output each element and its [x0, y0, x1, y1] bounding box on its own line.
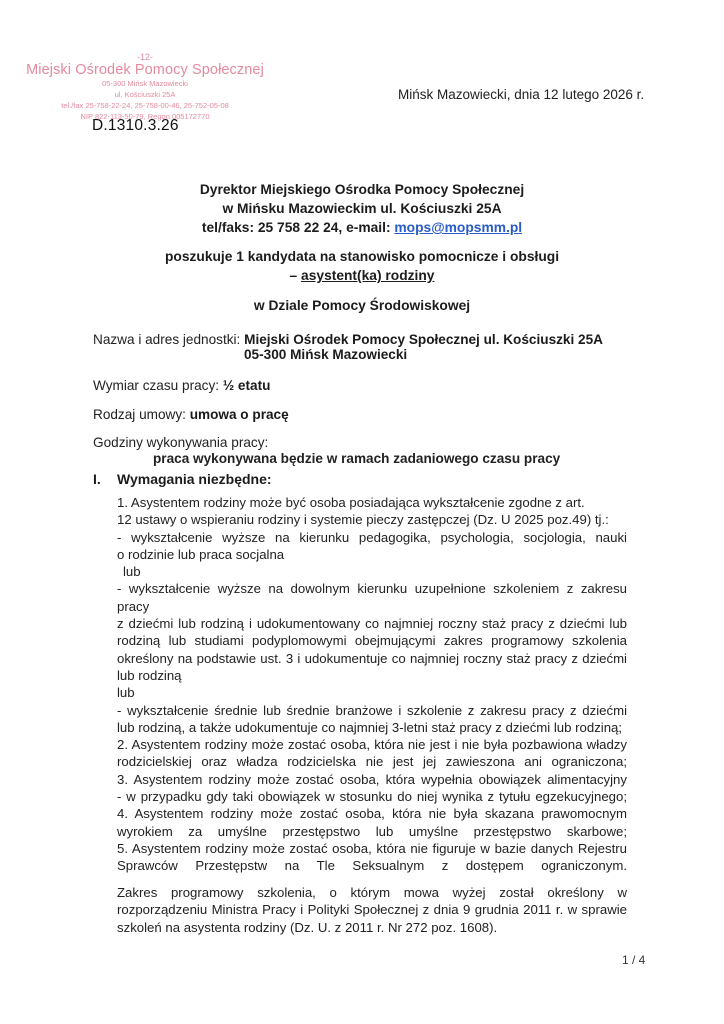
req-line: 4. Asystentem rodziny może zostać osoba, która nie była skazana prawomocnym [117, 806, 627, 822]
stamp-org-name: Miejski Ośrodek Pomocy Społecznej [26, 62, 264, 78]
req-line: - wykształcenie średnie lub średnie branżowe i szkolenie z zakresu pracy z dziećmi [117, 702, 627, 718]
req-line: 5. Asystentem rodziny może zostać osoba, która nie figuruje w bazie danych Rejestru [117, 840, 627, 856]
stamp-street: ul. Kościuszki 25A [114, 90, 176, 99]
position-title: asystent(ka) rodziny [301, 268, 435, 283]
department: w Dziale Pomocy Środowiskowej [253, 298, 471, 313]
job-announcement [0, 247, 724, 285]
issuer-line-1: Dyrektor Miejskiego Ośrodka Pomocy Społecznej [199, 182, 525, 197]
unit-label: Nazwa i adres jednostki: [93, 332, 245, 347]
stamp-ids: NIP 822-113-50-79, Regon 005172770 [80, 112, 210, 121]
stamp-postal: 05-300 Mińsk Mazowiecki [102, 79, 188, 88]
hours-row [93, 377, 270, 394]
req-line: wyrokiem za umyślne przestępstwo lub umyślne przestępstwo skarbowe; [117, 823, 627, 839]
issuer-line-2: w Mińsku Mazowieckim ul. Kościuszki 25A [222, 201, 502, 216]
issuer-contact [0, 218, 724, 237]
institution-stamp [20, 52, 270, 122]
section-title: Wymagania niezbędne: [117, 471, 272, 487]
contract-label: Rodzaj umowy: [93, 407, 190, 422]
req-line: lub rodziną [117, 667, 182, 683]
requirements-list [117, 494, 627, 875]
req-line: 12 ustawy o wspieraniu rodziny i systemie pieczy zastępczej (Dz. U 2025 poz.49) tj.: [117, 512, 609, 528]
req-line: - w przypadku gdy taki obowiązek w stosunku do niej wynika z tytułu egzekucyjnego; [117, 789, 627, 805]
req-line: rodziną lub studiami podyplomowymi obejmującymi zakres programowy szkolenia [117, 633, 627, 649]
place-and-date: Mińsk Mazowiecki, dnia 12 lutego 2026 r. [398, 87, 645, 102]
hours-label: Wymiar czasu pracy: [93, 378, 223, 393]
unit-row [93, 331, 603, 348]
hours-value: ½ etatu [222, 378, 271, 393]
stamp-page-marker: -12- [136, 52, 153, 62]
contract-row [93, 406, 289, 423]
contact-phone: tel/faks: 25 758 22 24, e-mail: [201, 220, 395, 235]
unit-value: Miejski Ośrodek Pomocy Społecznej ul. Kościuszki 25A [244, 332, 603, 347]
contract-value: umowa o pracę [189, 407, 289, 422]
req-line: rodzicielskiej oraz władza rodzicielska nie jest jej zawieszona ani ograniczona; [117, 754, 627, 770]
req-line: lub [117, 685, 135, 701]
req-line: 1. Asystentem rodziny może być osoba posiadająca wykształcenie zgodne z art. [117, 495, 585, 510]
req-line: z dziećmi lub rodziną i udokumentowany co najmniej roczny staż pracy z dziećmi lub [117, 616, 627, 632]
req-line: - wykształcenie wyższe na kierunku pedagogika, psychologia, socjologia, nauki [117, 529, 627, 545]
email-link[interactable]: mops@mopsmm.pl [394, 220, 523, 235]
schedule-label: Godziny wykonywania pracy: [93, 435, 269, 450]
req-line: lub rodziną, a także udokumentuje co najmniej 3-letni staż pracy z dziećmi lub rodziną; [117, 719, 623, 735]
reference-number: D.1310.3.26 [92, 117, 179, 134]
req-line: - wykształcenie wyższe na dowolnym kierunku uzupełnione szkoleniem z zakresu pracy [117, 581, 627, 614]
stamp-phones: tel./fax 25-758-22-24, 25-758-00-46, 25-752-05-08 [61, 101, 229, 110]
req-line: określony na podstawie ust. 3 i udokumentuje co najmniej roczny staż pracy z dziećmi [117, 650, 627, 666]
unit-value-line-2: 05-300 Mińsk Mazowiecki [244, 347, 408, 362]
section-heading [93, 471, 272, 487]
schedule-value: praca wykonywana będzie w ramach zadaniowego czasu pracy [153, 451, 561, 466]
issuer-header [0, 180, 724, 237]
req-line: o rodzinie lub praca socjalna [117, 546, 285, 562]
page-number: 1 / 4 [622, 953, 646, 967]
dash: – [289, 268, 302, 283]
section-numeral: I. [93, 471, 101, 487]
req-line: 2. Asystentem rodziny może zostać osoba, która nie jest i nie była pozbawiona władzy [117, 737, 627, 753]
training-note: Zakres programowy szkolenia, o którym mowa wyżej został określony w rozporządzeniu Ministra Pracy i Polityki Społecznej z dnia 9 grudnia 2011 r. w sprawie szkoleń na asystenta rodziny (Dz. U. z 2011 r. Nr 272 poz. 1608). [117, 885, 627, 935]
announcement-line-2 [0, 266, 724, 285]
req-line: Sprawców Przestępstw na Tle Seksualnym z dostępem ograniczonym. [117, 858, 627, 874]
req-line: lub [123, 564, 141, 580]
announcement-line-1: poszukuje 1 kandydata na stanowisko pomocnicze i obsługi [164, 249, 560, 264]
req-line: 3. Asystentem rodziny może zostać osoba, która wypełnia obowiązek alimentacyjny [117, 771, 627, 787]
